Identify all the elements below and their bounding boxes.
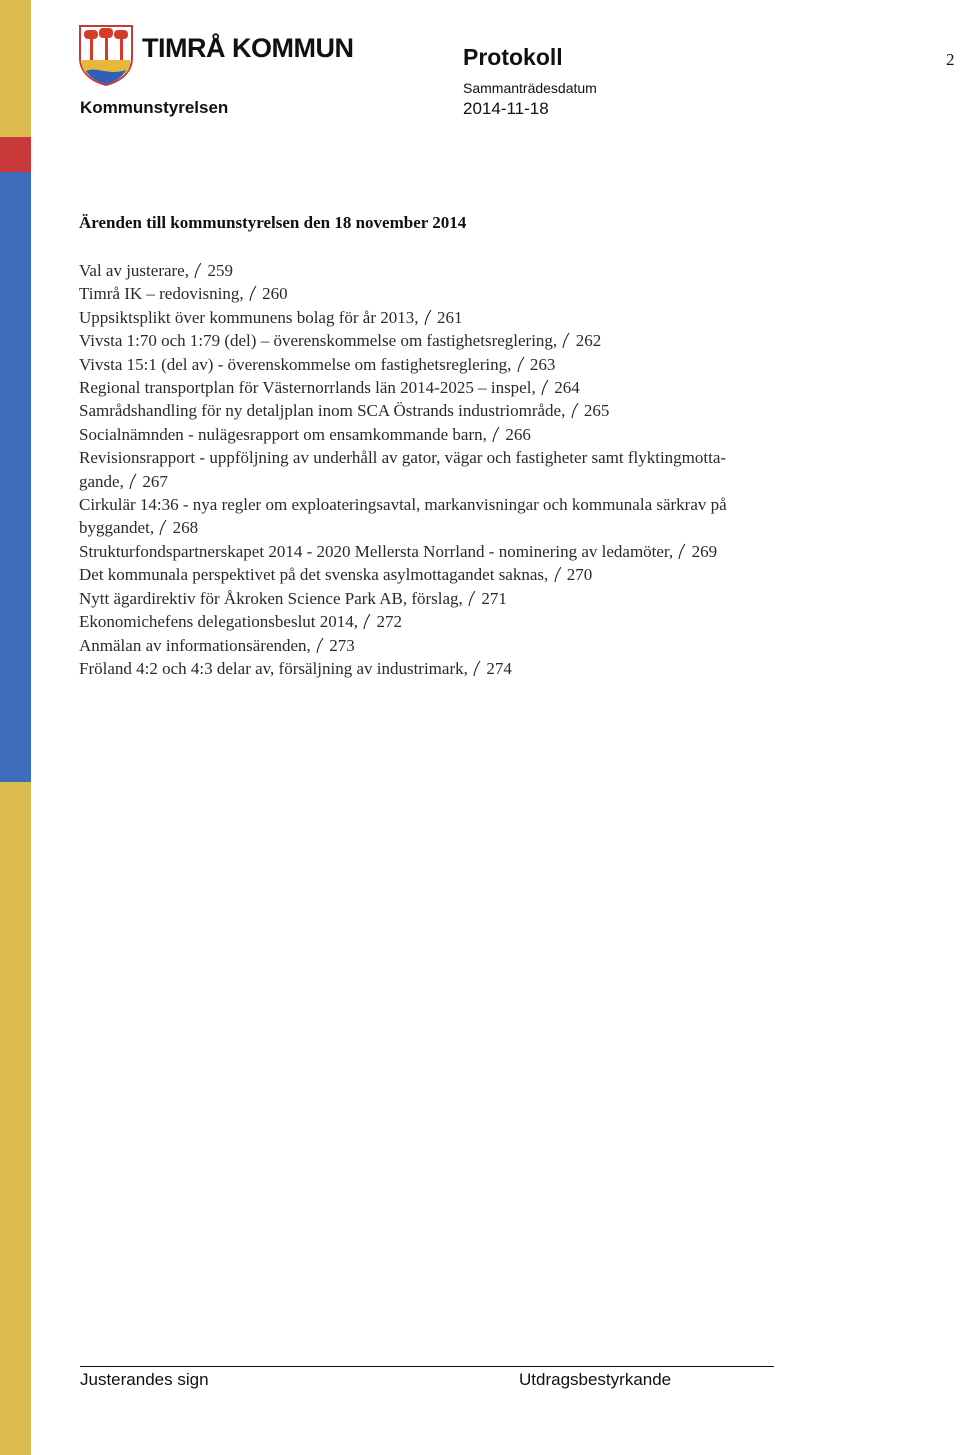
- section-sign-icon: [194, 262, 202, 279]
- agenda-item-text: Val av justerare,: [79, 261, 189, 280]
- section-number: 272: [376, 612, 403, 632]
- section-sign-icon: [424, 309, 432, 326]
- section-sign-icon: [129, 473, 137, 490]
- section-number: 273: [329, 635, 355, 655]
- section-number: 259: [207, 261, 233, 280]
- section-sign-icon: [517, 356, 525, 373]
- agenda-item-text: Fröland 4:2 och 4:3 delar av, försäljning av industrimark,: [79, 658, 468, 678]
- section-number: 261: [437, 307, 463, 327]
- section-sign-icon: [468, 590, 476, 607]
- agenda-item-text: Vivsta 15:1 (del av) - överenskommelse om fastighetsreglering,: [79, 354, 512, 374]
- logo-wordmark: TIMRÅ KOMMUN: [142, 33, 354, 63]
- signature-label-justerandes: Justerandes sign: [80, 1370, 209, 1389]
- agenda-item-text: Revisionsrapport - uppföljning av underhåll av gator, vägar och fastigheter samt flyktingmotta-: [79, 448, 727, 468]
- agenda-item: [79, 423, 849, 446]
- color-bar-red: [0, 137, 31, 172]
- agenda-item: [79, 634, 849, 657]
- agenda-list: [79, 259, 849, 680]
- agenda-item-text: Anmälan av informationsärenden,: [79, 635, 311, 655]
- agenda-item-text: Uppsiktsplikt över kommunens bolag för år 2013,: [79, 307, 419, 327]
- agenda-item-text: Samrådshandling för ny detaljplan inom SCA Östrands industriområde,: [79, 401, 566, 421]
- section-number: 262: [575, 331, 602, 351]
- section-number: 265: [583, 401, 610, 421]
- section-sign-icon: [363, 613, 371, 630]
- timra-coat-of-arms-icon: [78, 24, 134, 86]
- color-bar-blue: [0, 172, 31, 782]
- agenda-item: [79, 540, 849, 563]
- agenda-item: [79, 563, 849, 586]
- section-sign-icon: [249, 285, 257, 302]
- organization-name: Kommunstyrelsen: [80, 98, 229, 117]
- section-sign-icon: [492, 426, 500, 443]
- agenda-item-text-continued: gande,: [79, 471, 124, 491]
- color-bar-yellow-top: [0, 0, 31, 137]
- agenda-item-text: Socialnämnden - nulägesrapport om ensamkommande barn,: [79, 424, 487, 444]
- agenda-item-text: Cirkulär 14:36 - nya regler om exploateringsavtal, markanvisningar och kommunala särkrav på: [79, 495, 727, 515]
- agenda-item: [79, 493, 849, 540]
- page-number: 2: [946, 50, 955, 69]
- agenda-item-text: Timrå IK – redovisning,: [79, 284, 244, 304]
- section-sign-icon: [316, 637, 324, 654]
- section-number: 267: [142, 471, 168, 491]
- agenda-item: [79, 610, 849, 633]
- agenda-item-text: Regional transportplan för Västernorrlands län 2014-2025 – inspel,: [79, 378, 536, 398]
- section-sign-icon: [159, 519, 167, 536]
- signature-line: [80, 1366, 774, 1367]
- agenda-heading: Ärenden till kommunstyrelsen den 18 november 2014: [79, 213, 467, 232]
- section-number: 271: [481, 588, 507, 608]
- section-sign-icon: [541, 379, 549, 396]
- color-bar-yellow-bottom: [0, 782, 31, 1455]
- section-number: 260: [262, 284, 288, 304]
- section-sign-icon: [571, 402, 579, 419]
- section-number: 269: [691, 541, 718, 561]
- section-number: 268: [172, 518, 199, 538]
- meeting-date-label: Sammanträdesdatum: [463, 80, 597, 96]
- section-number: 266: [505, 424, 531, 444]
- section-number: 274: [486, 658, 512, 678]
- agenda-item: [79, 259, 849, 282]
- section-number: 264: [554, 378, 580, 398]
- document-title: Protokoll: [463, 44, 563, 70]
- agenda-item-text: Strukturfondspartnerskapet 2014 - 2020 Mellersta Norrland - nominering av ledamöter,: [79, 541, 674, 561]
- section-sign-icon: [554, 566, 562, 583]
- agenda-item-text: Nytt ägardirektiv för Åkroken Science Park AB, förslag,: [79, 588, 463, 608]
- meeting-date: 2014-11-18: [463, 99, 549, 118]
- section-number: 270: [566, 565, 593, 585]
- agenda-item: [79, 657, 849, 680]
- agenda-item-text-continued: byggandet,: [79, 518, 155, 538]
- agenda-item: [79, 329, 849, 352]
- section-number: 263: [529, 354, 556, 374]
- agenda-item: [79, 587, 849, 610]
- section-sign-icon: [678, 543, 686, 560]
- section-sign-icon: [473, 660, 481, 677]
- agenda-item: [79, 306, 849, 329]
- section-sign-icon: [562, 332, 570, 349]
- agenda-item-text: Vivsta 1:70 och 1:79 (del) – överenskommelse om fastighetsreglering,: [79, 331, 558, 351]
- signature-label-utdrag: Utdragsbestyrkande: [519, 1370, 672, 1389]
- agenda-item-text: Ekonomichefens delegationsbeslut 2014,: [79, 612, 359, 632]
- agenda-item: [79, 376, 849, 399]
- agenda-item: [79, 353, 849, 376]
- agenda-item: [79, 446, 849, 493]
- agenda-item: [79, 399, 849, 422]
- agenda-item: [79, 282, 849, 305]
- agenda-item-text: Det kommunala perspektivet på det svenska asylmottagandet saknas,: [79, 565, 549, 585]
